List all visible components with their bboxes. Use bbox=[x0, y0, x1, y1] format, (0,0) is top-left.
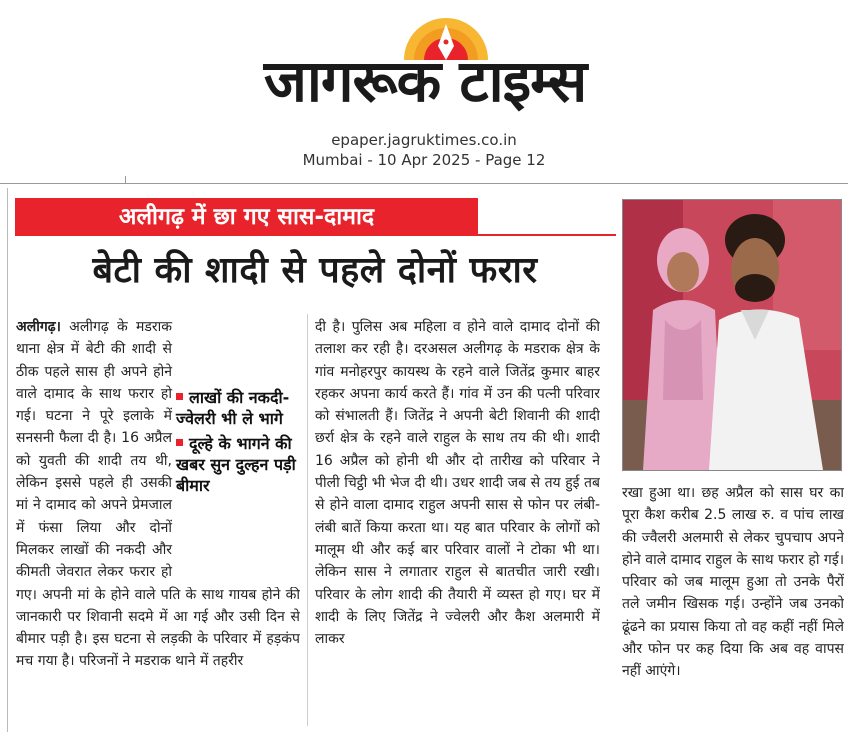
masthead-logo-text: जागरूक टाइम्स bbox=[263, 47, 587, 115]
kicker-underline bbox=[478, 234, 616, 236]
article-photo bbox=[622, 199, 842, 471]
column-divider bbox=[307, 314, 308, 726]
source-url: epaper.jagruktimes.co.in bbox=[331, 131, 517, 149]
highlight-text: दूल्हे के भागने की खबर सुन दुल्हन पड़ी बीमार bbox=[176, 434, 296, 495]
column-3-text: रखा हुआ था। छह अप्रैल को सास घर का पूरा कैश करीब 2.5 लाख रु. व पांच लाख की ज्वैलरी अलमारी से लेकर चुपचाप अपने होने वाले दामाद राहुल के साथ फरार हो गई। परिवार को जब मालूम हुआ तो उनके पैरों तले जमीन खिसक गई। उन्होंने जब उनको ढूंढने का प्रयास किया तो वह कहीं नहीं मिले और फोन पर कह दिया कि अब वह वापस नहीं आएंगे। bbox=[622, 485, 844, 680]
article-column-3 bbox=[622, 482, 844, 728]
article-dateline: अलीगढ़। bbox=[16, 319, 61, 335]
edition-line: Mumbai - 10 Apr 2025 - Page 12 bbox=[302, 151, 546, 169]
column-2-text: दी है। पुलिस अब महिला व होने वाले दामाद दोनों की तलाश कर रही है। दरअसल अलीगढ़ के मडराक क्षेत्र के गांव मनोहरपुर कायस्थ के रहने वाले जितेंद्र कुमार बाहर रहकर अपना कार्य करते हैं। गांव में उन की पत्नी परिवार को संभालती हैं। जितेंद्र ने अपनी बेटी शिवानी की शादी छर्रा क्षेत्र के रहने वाले राहुल के साथ तय की थी। शादी 16 अप्रैल को होनी थी और दो तारीख को परिवार ने पीली चिट्ठी भी भेज दी थी। उधर शादी जब से तय हुई तब से होने वाला दामाद राहुल अपनी सास से फोन पर लंबी-लंबी बातें किया करता था। यह बात परिवार के लोगों को मालूम थी और कई बार परिवार वालों ने टोका भी था। लेकिन सास ने लगातार राहुल से बातचीत जारी रखी। परिवार के लोग शादी की तैयारी में व्यस्त हो गए। घर में शादी के लिए जितेंद्र ने ज्वेलरी और कैश अलमारी में लाकर bbox=[315, 319, 600, 648]
highlight-item bbox=[176, 387, 296, 429]
masthead-divider bbox=[0, 183, 848, 184]
highlights-box bbox=[176, 387, 296, 587]
red-square-bullet-icon bbox=[176, 439, 183, 446]
highlight-text: लाखों की नकदी-ज्वेलरी भी ले भागे bbox=[176, 388, 290, 428]
article-kicker: अलीगढ़ में छा गए सास-दामाद bbox=[118, 204, 375, 230]
divider-tick bbox=[125, 176, 126, 183]
article-column-2 bbox=[315, 316, 600, 728]
highlight-item bbox=[176, 433, 296, 496]
clipping-edge bbox=[7, 188, 8, 732]
couple-photo-illustration bbox=[623, 200, 841, 470]
masthead bbox=[0, 0, 848, 180]
column-1-text: अलीगढ़ के मडराक थाना क्षेत्र में बेटी की शादी से ठीक पहले सास ही अपने होने वाले दामाद के साथ फरार हो गई। घटना ने पूरे इलाके में सनसनी फैला दी है। 16 अप्रैल को युवती की शादी तय थी, लेकिन इससे पहले ही उसकी मां ने दामाद को अपने प्रेमजाल में फंसा लिया और दोनों मिलकर लाखों की नकदी और कीमती जेवरात लेकर फरार हो गए। अपनी मां के होने वाले पति के साथ गायब होने की जानकारी पर शिवानी सदमे में आ गई और उसी दिन से बीमार पड़ी है। इस घटना से लड़की के परिवार में हड़कंप मच गया है। परिजनों ने मडराक थाने में तहरीर bbox=[16, 319, 300, 670]
article-headline: बेटी की शादी से पहले दोनों फरार bbox=[92, 249, 538, 291]
red-square-bullet-icon bbox=[176, 393, 183, 400]
